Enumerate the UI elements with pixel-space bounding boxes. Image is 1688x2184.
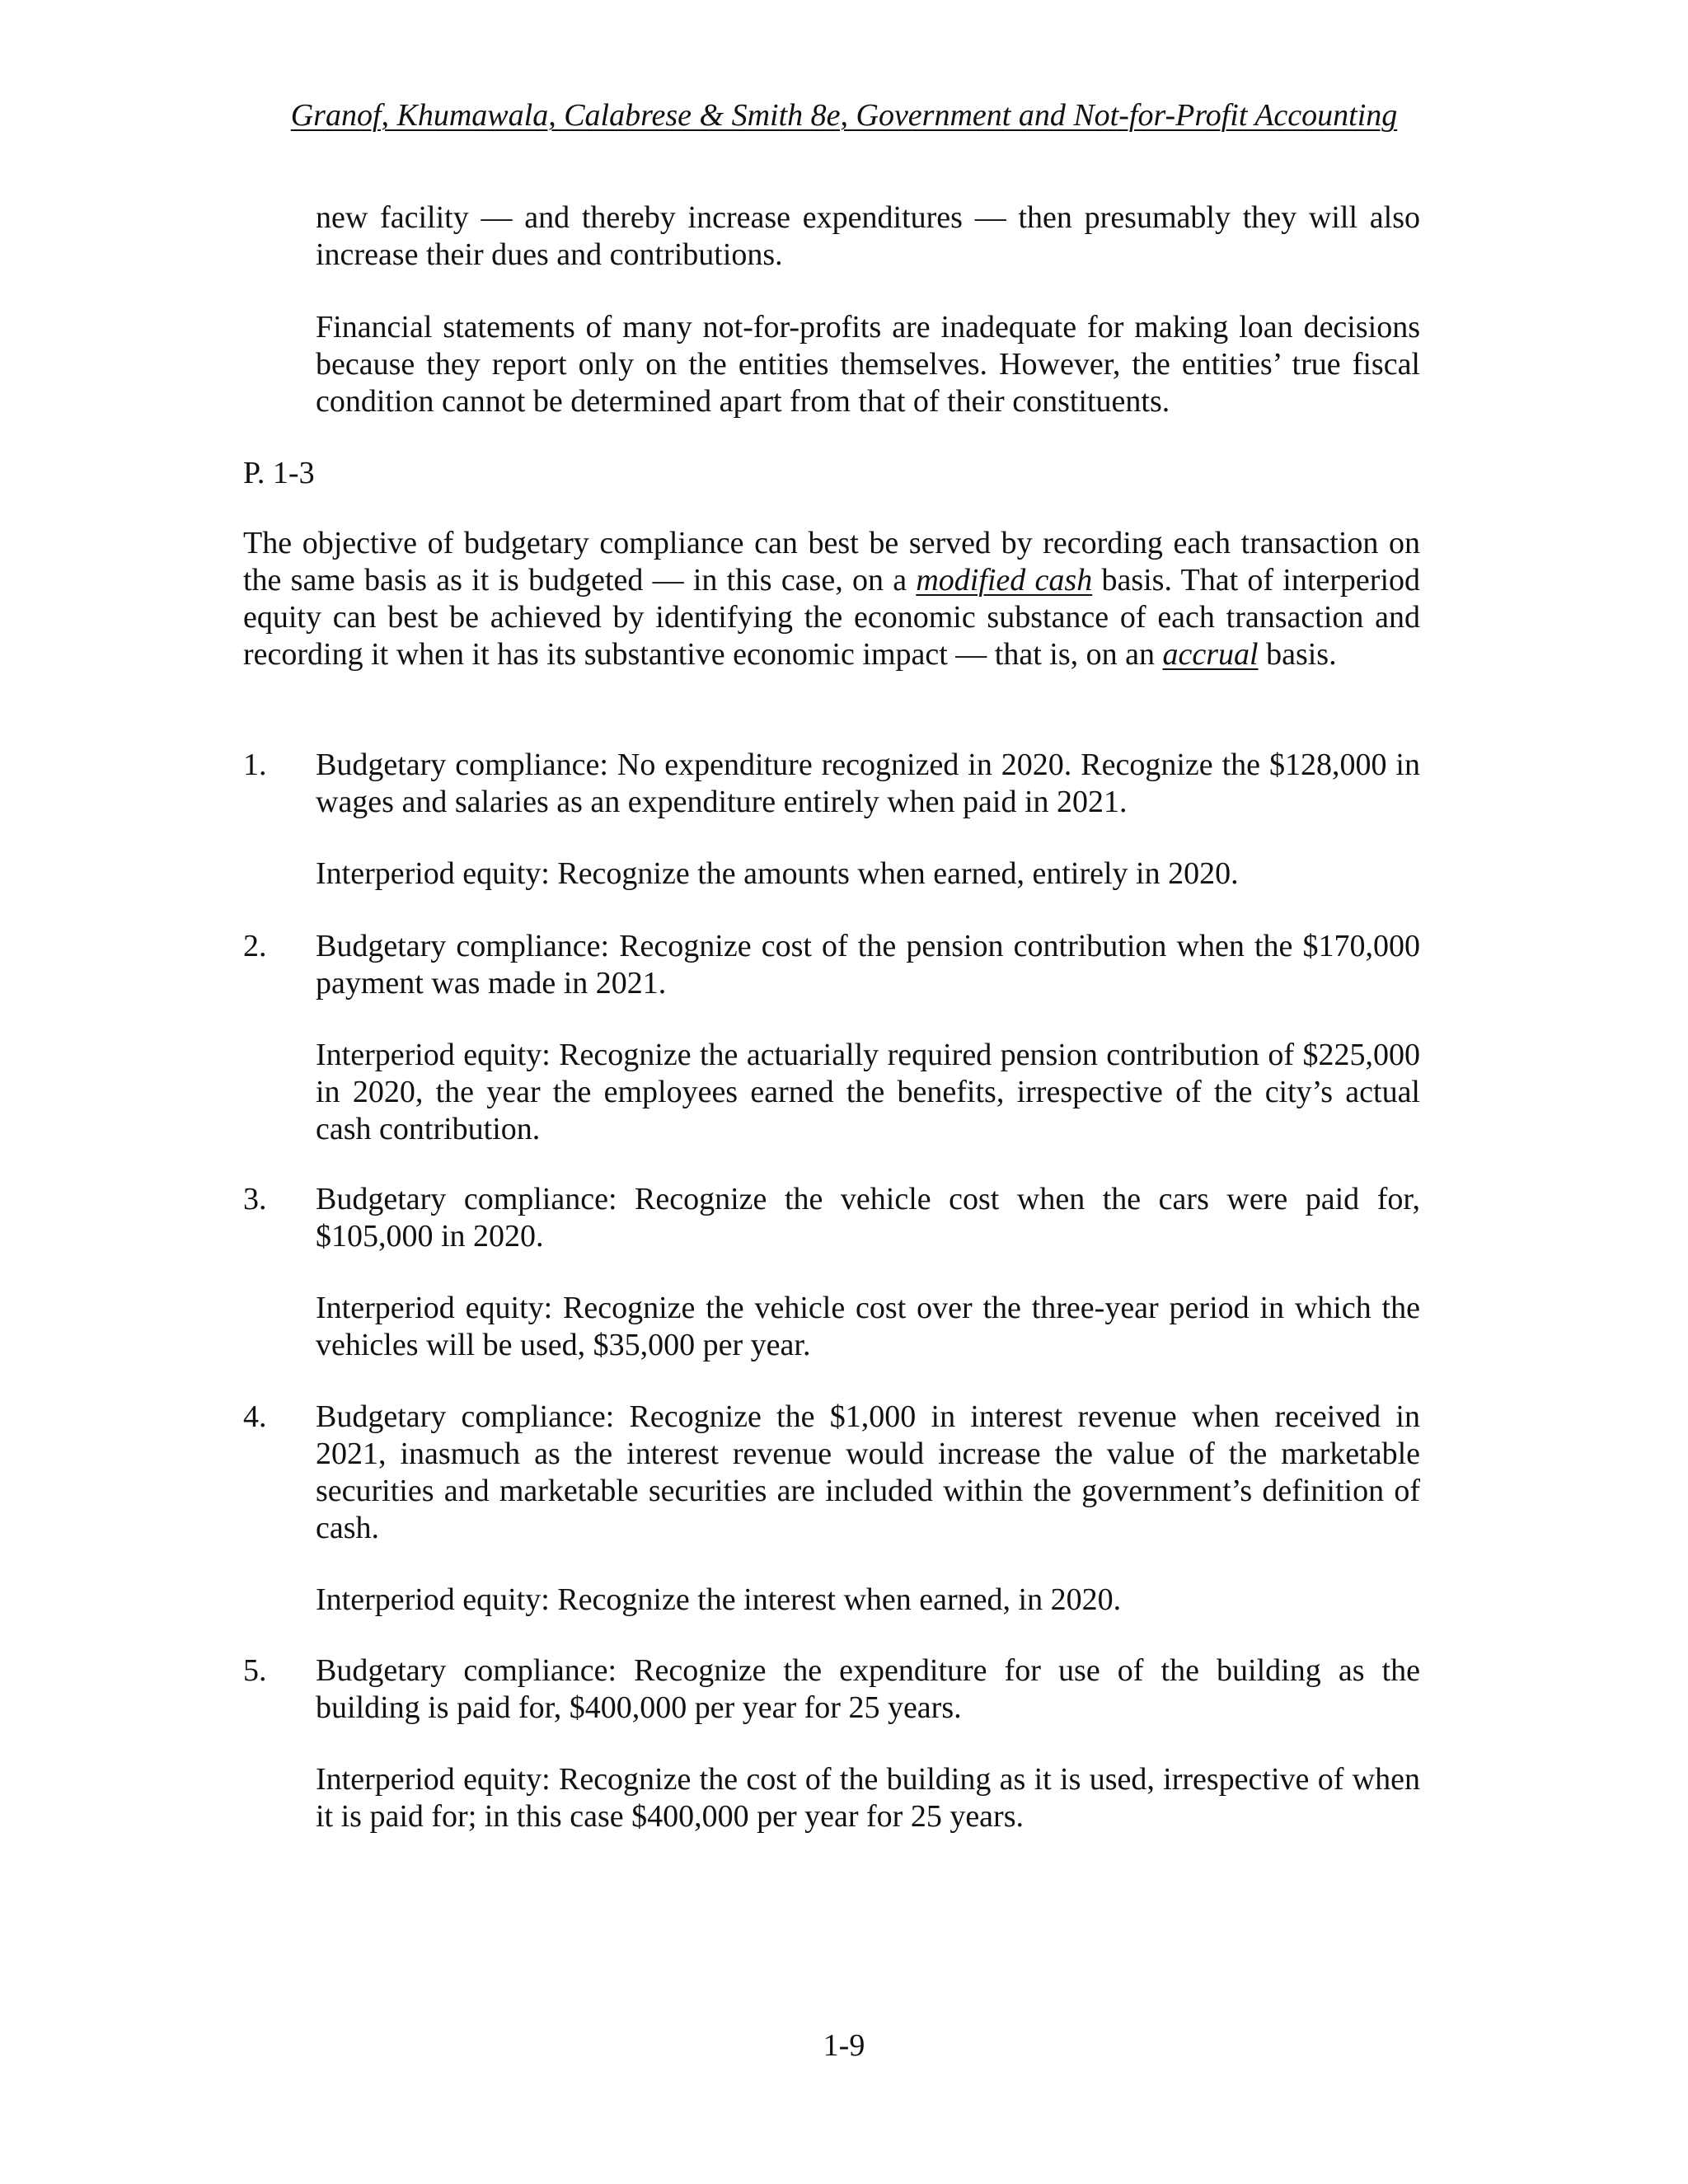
problem-label: P. 1-3 [243,456,315,490]
page-number: 1-9 [823,2028,865,2063]
item-budgetary-compliance: Budgetary compliance: Recognize the $1,000 in interest revenue when received in 2021, inasmuch as the interest revenue would increase the value of the marketable securities and marketable securities are included within the government’s definition of cash. [316,1399,1420,1545]
item-number: 4. [243,1399,267,1434]
item-number: 5. [243,1653,267,1688]
objective-text-1: The objective of budgetary compliance can best be served by recording each transaction on the same basis as it is budgeted — in this case, on a [243,526,1420,598]
item-interperiod-equity: Interperiod equity: Recognize the vehicle cost over the three-year period in which the vehicles will be used, $35,000 per year. [316,1291,1420,1362]
item-number: 2. [243,929,267,963]
item-budgetary-compliance: Budgetary compliance: Recognize the expenditure for use of the building as the building is paid for, $400,000 per year for 25 years. [316,1653,1420,1725]
objective-text-3: basis. [1258,637,1337,672]
item-interperiod-equity: Interperiod equity: Recognize the amounts when earned, entirely in 2020. [316,856,1239,891]
running-header: Granof, Khumawala, Calabrese & Smith 8e, Government and Not-for-Profit Accounting [290,98,1398,133]
intro-paragraph-financial-statements: Financial statements of many not-for-profits are inadequate for making loan decisions because they report only on the entities themselves. However, the entities’ true fiscal condition cannot be determined apart from that of their constituents. [316,310,1420,419]
item-number: 3. [243,1182,267,1216]
objective-text-2: basis. That of interperiod equity can best be achieved by identifying the economic substance of each transaction and recording it when it has its substantive economic impact — that is, on an [243,563,1420,672]
intro-paragraph-continuation: new facility — and thereby increase expenditures — then presumably they will also increase their dues and contributions. [316,200,1420,272]
item-budgetary-compliance: Budgetary compliance: Recognize cost of the pension contribution when the $170,000 payment was made in 2021. [316,929,1420,1001]
item-interperiod-equity: Interperiod equity: Recognize the interest when earned, in 2020. [316,1582,1122,1617]
item-interperiod-equity: Interperiod equity: Recognize the actuarially required pension contribution of $225,000 in 2020, the year the employees earned the benefits, irrespective of the city’s actual cash contribution. [316,1038,1420,1146]
item-budgetary-compliance: Budgetary compliance: No expenditure recognized in 2020. Recognize the $128,000 in wages and salaries as an expenditure entirely when paid in 2021. [316,748,1420,819]
item-interperiod-equity: Interperiod equity: Recognize the cost of the building as it is used, irrespective of when it is paid for; in this case $400,000 per year for 25 years. [316,1762,1420,1834]
objective-paragraph [243,525,1420,673]
item-number: 1. [243,748,267,782]
term-modified-cash: modified cash [916,563,1093,598]
item-budgetary-compliance: Budgetary compliance: Recognize the vehicle cost when the cars were paid for, $105,000 in 2020. [316,1182,1420,1254]
term-accrual: accrual [1162,637,1259,672]
